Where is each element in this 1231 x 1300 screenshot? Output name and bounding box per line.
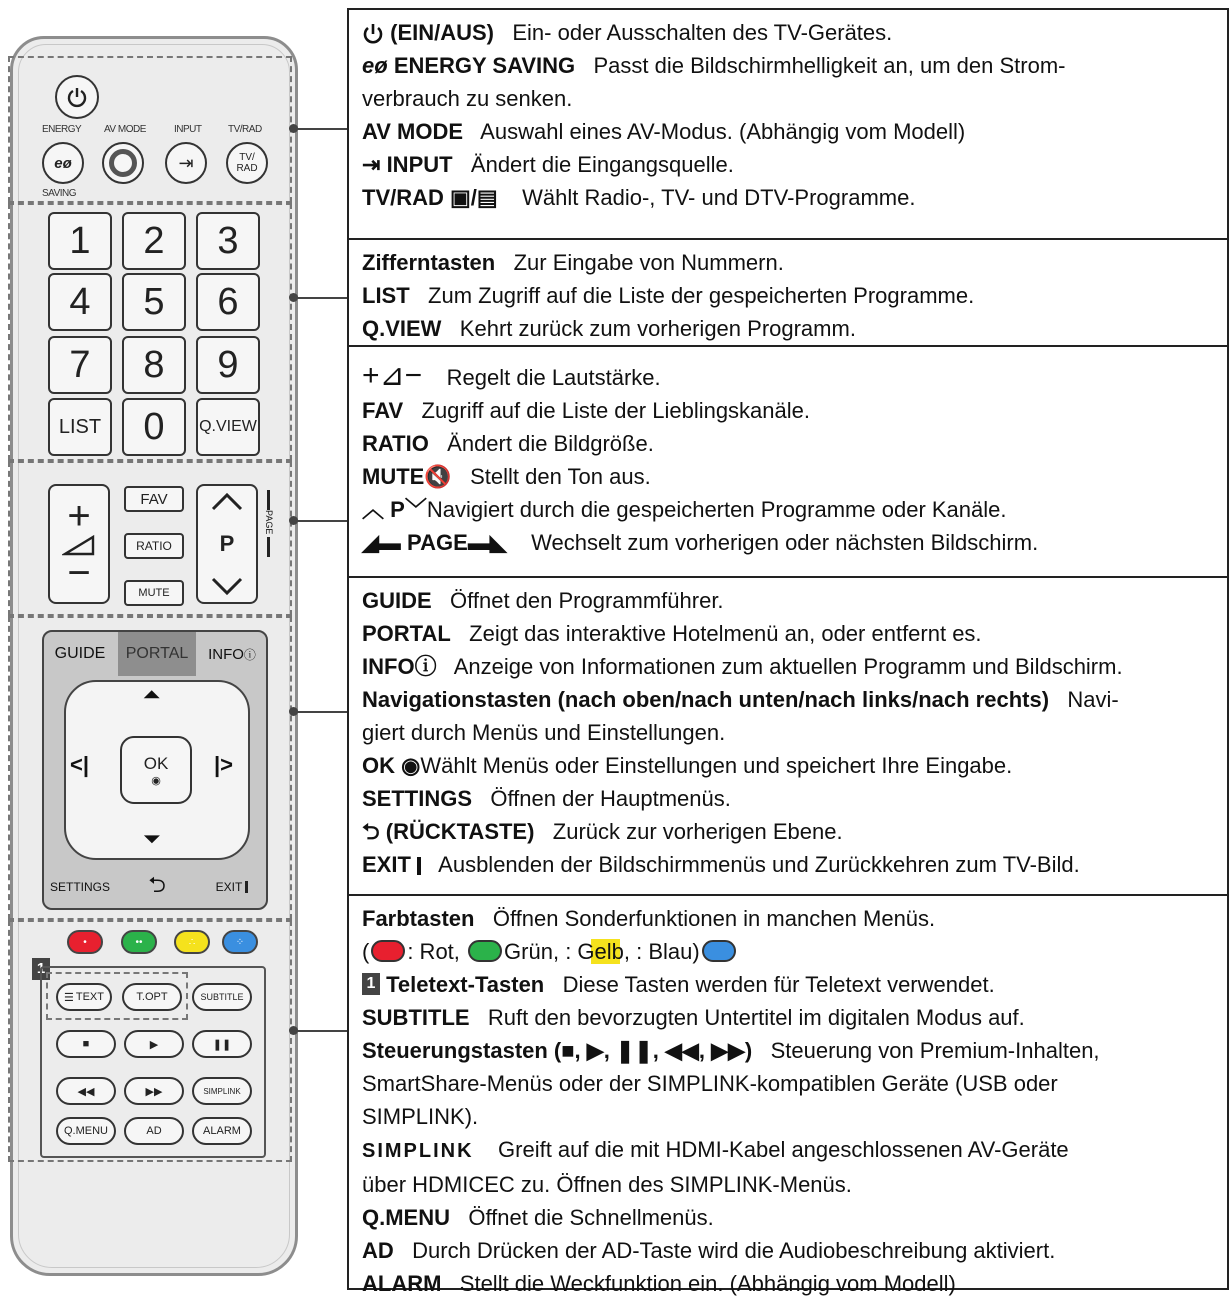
page-left-icon: ◢▬: [362, 530, 401, 555]
desc-qmenu-key: Q.MENU: [362, 1205, 450, 1230]
input-label: INPUT: [174, 124, 202, 135]
desc-pnav: [362, 493, 1215, 526]
program-up-icon: [210, 492, 244, 512]
desc-back: [362, 815, 1215, 848]
desc-pnav-text: Navigiert durch die gespeicherten Programme oder Kanäle.: [426, 497, 1007, 522]
mute-label: MUTE: [138, 587, 170, 599]
ok-label: OK: [143, 753, 169, 773]
desc-farb-rot: : Rot,: [407, 939, 460, 964]
num-key-6[interactable]: 6: [196, 273, 260, 331]
num-key-7[interactable]: 7: [48, 336, 112, 394]
desc-ok-text: Wählt Menüs oder Einstellungen und speichert Ihre Eingabe.: [420, 753, 1013, 778]
desc-ok: [362, 749, 1215, 782]
num-key-3[interactable]: 3: [196, 212, 260, 270]
input-button[interactable]: [165, 142, 207, 184]
desc-steuer: [362, 1034, 1215, 1067]
desc-energy-text: Passt die Bildschirmhelligkeit an, um den Strom-: [593, 53, 1066, 78]
nav-left-icon[interactable]: <|: [70, 752, 90, 777]
desc-simplink-cont: über HDMICEC zu. Öffnen des SIMPLINK-Menüs.: [362, 1172, 852, 1197]
desc-steuer-cont: SmartShare-Menüs oder der SIMPLINK-kompatiblen Geräte (USB oder: [362, 1071, 1058, 1096]
energy-label: ENERGY: [42, 124, 82, 135]
page-side-label: [263, 490, 273, 600]
desc-teletext-text: Diese Tasten werden für Teletext verwendet.: [562, 972, 995, 997]
desc-farb-gelb: : Gelb,: [565, 939, 630, 964]
desc-page-text: Wechselt zum vorherigen oder nächsten Bildschirm.: [531, 530, 1039, 555]
desc-ad-text: Durch Drücken der AD-Taste wird die Audiobeschreibung aktiviert.: [412, 1238, 1056, 1263]
desc-info-key: INFO: [362, 654, 415, 679]
desc-qview: [362, 312, 1215, 345]
desc-subtitle-text: Ruft den bevorzugten Untertitel im digitalen Modus auf.: [487, 1005, 1025, 1030]
description-panel: [347, 8, 1229, 1296]
mute-button[interactable]: [124, 580, 184, 606]
desc-ziffern-key: Zifferntasten: [362, 250, 496, 275]
num-key-8[interactable]: 8: [122, 336, 186, 394]
desc-mute: [362, 460, 1215, 493]
desc-settings: [362, 782, 1215, 815]
desc-power: [362, 16, 1215, 49]
settings-button[interactable]: SETTINGS: [49, 880, 110, 894]
desc-exit-text: Ausblenden der Bildschirmmenüs und Zurückkehren zum TV-Bild.: [438, 852, 1080, 877]
simplink-button[interactable]: SIMPLINK: [192, 1077, 252, 1105]
desc-portal-text: Zeigt das interaktive Hotelmenü an, oder entfernt es.: [469, 621, 982, 646]
ok-button[interactable]: [120, 736, 192, 804]
yellow-dots-icon: ∴: [188, 936, 196, 948]
pause-button[interactable]: [192, 1030, 252, 1058]
desc-energy-cont: verbrauch zu senken.: [362, 86, 573, 111]
desc-fav: [362, 394, 1215, 427]
exit-icon: [245, 881, 248, 893]
alarm-button[interactable]: ALARM: [192, 1117, 252, 1145]
num-key-9[interactable]: 9: [196, 336, 260, 394]
input-icon: ⇥: [178, 152, 194, 173]
desc-power-key: (EIN/AUS): [390, 20, 495, 45]
page-right-icon: ▬◣: [467, 530, 507, 555]
av-mode-button[interactable]: [102, 142, 144, 184]
rewind-button[interactable]: [56, 1077, 116, 1105]
desc-fav-text: Zugriff auf die Liste der Lieblingskanäle.: [421, 398, 811, 423]
desc-fav-key: FAV: [362, 398, 404, 423]
desc-portal: [362, 617, 1215, 650]
num-key-5[interactable]: 5: [122, 273, 186, 331]
desc-ok-key: OK: [362, 753, 395, 778]
desc-info-text: Anzeige von Informationen zum aktuellen Programm und Bildschirm.: [453, 654, 1123, 679]
desc-guide: [362, 584, 1215, 617]
page-down-mark: [267, 537, 270, 557]
volume-rocker[interactable]: [48, 484, 110, 604]
exit-icon: [417, 857, 421, 875]
connector-line-2: [294, 297, 347, 299]
energy-saving-icon: eø: [54, 154, 72, 172]
desc-mute-key: MUTE: [362, 464, 425, 489]
red-dot-icon: •: [83, 936, 87, 948]
desc-farb-line: [362, 935, 1215, 968]
desc-box-navigation: [349, 578, 1227, 896]
desc-volume-key: +⊿−: [362, 359, 423, 392]
power-icon: [65, 85, 89, 109]
ad-button[interactable]: AD: [124, 1117, 184, 1145]
desc-guide-key: GUIDE: [362, 588, 432, 613]
desc-settings-key: SETTINGS: [362, 786, 473, 811]
desc-qview-key: Q.VIEW: [362, 316, 442, 341]
desc-box-volume: [349, 347, 1227, 578]
desc-qmenu-text: Öffnet die Schnellmenüs.: [468, 1205, 714, 1230]
desc-ratio: [362, 427, 1215, 460]
mute-icon: 🔇: [424, 464, 452, 489]
desc-input-text: Ändert die Eingangsquelle.: [470, 152, 734, 177]
tv-rad-icon: TV/ RAD: [236, 152, 258, 174]
avmode-label: AV MODE: [104, 124, 146, 135]
desc-farb-text: Öffnen Sonderfunktionen in manchen Menüs.: [492, 906, 936, 931]
desc-list-key: LIST: [362, 283, 410, 308]
desc-ziffern-text: Zur Eingabe von Nummern.: [513, 250, 784, 275]
teletext-badge: 1: [362, 973, 380, 995]
page-up-mark: [267, 490, 270, 510]
power-icon: [362, 22, 384, 46]
energy-saving-icon: eø: [362, 53, 388, 78]
info-button[interactable]: [198, 632, 266, 676]
desc-nav-key: Navigationstasten (nach oben/nach unten/nach links/nach rechts): [362, 687, 1050, 712]
page-label: PAGE: [264, 510, 274, 535]
program-label: P: [219, 531, 235, 556]
desc-list-text: Zum Zugriff auf die Liste der gespeicherten Programme.: [428, 283, 975, 308]
connector-line-4: [294, 711, 347, 713]
desc-qmenu: [362, 1201, 1215, 1234]
desc-alarm: [362, 1267, 1215, 1300]
desc-energy: [362, 49, 1215, 82]
desc-farb-open: (: [362, 939, 370, 964]
ok-icon: ◉: [151, 774, 161, 787]
desc-ad: [362, 1234, 1215, 1267]
desc-page: [362, 526, 1215, 559]
num-key-1[interactable]: 1: [48, 212, 112, 270]
desc-input: [362, 148, 1215, 181]
desc-exit: [362, 848, 1215, 881]
desc-box-power: [349, 10, 1227, 240]
desc-alarm-key: ALARM: [362, 1271, 442, 1296]
nav-right-icon[interactable]: |>: [214, 752, 234, 777]
desc-simplink: [362, 1133, 1215, 1168]
connector-line-5: [294, 1030, 347, 1032]
fast-forward-icon: ▶▶: [145, 1085, 163, 1098]
desc-energy-key: ENERGY SAVING: [393, 53, 576, 78]
av-mode-icon: [109, 149, 137, 177]
num-key-0[interactable]: 0: [122, 398, 186, 456]
desc-box-color: [349, 896, 1227, 1296]
text-button[interactable]: [56, 983, 112, 1011]
green-badge-icon: [468, 940, 502, 962]
text-icon: ☰: [64, 991, 74, 1004]
power-button[interactable]: [55, 75, 99, 119]
desc-farb-key: Farbtasten: [362, 906, 475, 931]
topt-button[interactable]: T.OPT: [122, 983, 182, 1011]
ratio-button[interactable]: RATIO: [124, 533, 184, 559]
desc-subtitle: [362, 1001, 1215, 1034]
tv-rad-button[interactable]: [226, 142, 268, 184]
stop-button[interactable]: [56, 1030, 116, 1058]
back-button[interactable]: [118, 866, 196, 908]
fav-button[interactable]: FAV: [124, 486, 184, 512]
desc-power-text: Ein- oder Ausschalten des TV-Gerätes.: [512, 20, 893, 45]
rewind-icon: ◀◀: [77, 1085, 95, 1098]
qmenu-button[interactable]: Q.MENU: [56, 1117, 116, 1145]
chevron-up-icon: ︿: [362, 497, 385, 522]
desc-ratio-text: Ändert die Bildgröße.: [447, 431, 654, 456]
desc-ad-key: AD: [362, 1238, 394, 1263]
qview-button[interactable]: Q.VIEW: [196, 398, 260, 456]
desc-volume-text: Regelt die Lautstärke.: [446, 365, 661, 390]
desc-portal-key: PORTAL: [362, 621, 451, 646]
desc-tvrad-text: Wählt Radio-, TV- und DTV-Programme.: [522, 185, 916, 210]
input-icon: ⇥: [362, 152, 381, 177]
back-icon: ⮌: [148, 872, 166, 897]
back-icon: ⮌: [362, 819, 380, 844]
red-button[interactable]: [67, 930, 103, 954]
desc-box-numbers: [349, 240, 1227, 347]
desc-input-key: INPUT: [386, 152, 453, 177]
volume-down-icon: −: [67, 551, 91, 595]
desc-tvrad: [362, 181, 1215, 214]
desc-page-key: PAGE: [407, 530, 468, 555]
desc-avmode-text: Auswahl eines AV-Modus. (Abhängig vom Modell): [480, 119, 966, 144]
chevron-down-icon: ﹀: [404, 497, 427, 522]
desc-steuer-text: Steuerung von Premium-Inhalten,: [770, 1038, 1100, 1063]
desc-volume: [362, 359, 1215, 394]
desc-exit-key: EXIT: [362, 852, 411, 877]
yellow-button[interactable]: [174, 930, 210, 954]
stop-icon: ■: [82, 1038, 90, 1050]
desc-back-key: (RÜCKTASTE): [385, 819, 535, 844]
green-dots-icon: ••: [135, 936, 143, 948]
desc-pnav-key: P: [390, 497, 405, 522]
desc-list: [362, 279, 1215, 312]
pause-icon: ❚❚: [212, 1038, 232, 1051]
desc-teletext: [362, 968, 1215, 1001]
desc-nav-cont: giert durch Menüs und Einstellungen.: [362, 720, 726, 745]
energy-saving-button[interactable]: [42, 142, 84, 184]
red-badge-icon: [371, 940, 405, 962]
simplink-logo: SIMPLINK: [362, 1140, 474, 1162]
connector-line-3: [294, 520, 347, 522]
desc-guide-text: Öffnet den Programmführer.: [450, 588, 724, 613]
program-rocker[interactable]: [196, 484, 258, 604]
nav-down-icon[interactable]: ⏷: [143, 826, 161, 851]
num-key-2[interactable]: 2: [122, 212, 186, 270]
fast-forward-button[interactable]: [124, 1077, 184, 1105]
desc-back-text: Zurück zur vorherigen Ebene.: [552, 819, 843, 844]
exit-button[interactable]: [198, 866, 266, 908]
nav-up-icon[interactable]: ⏶: [143, 682, 161, 707]
desc-simplink-text: Greift auf die mit HDMI-Kabel angeschlossenen AV-Geräte: [498, 1137, 1069, 1162]
desc-teletext-key: Teletext-Tasten: [386, 972, 545, 997]
portal-button[interactable]: PORTAL: [118, 632, 196, 676]
desc-avmode: [362, 115, 1215, 148]
desc-info: [362, 650, 1215, 683]
exit-label: EXIT: [215, 880, 243, 894]
desc-mute-text: Stellt den Ton aus.: [470, 464, 651, 489]
text-label: TEXT: [75, 991, 104, 1003]
play-button[interactable]: [124, 1030, 184, 1058]
tvrad-label: TV/RAD: [228, 124, 262, 135]
info-label: INFO: [208, 645, 244, 663]
desc-farb: [362, 902, 1215, 935]
blue-dots-icon: ⁘: [235, 936, 245, 948]
desc-settings-text: Öffnen der Hauptmenüs.: [490, 786, 731, 811]
desc-ratio-key: RATIO: [362, 431, 429, 456]
desc-subtitle-key: SUBTITLE: [362, 1005, 470, 1030]
blue-badge-icon: [702, 940, 736, 962]
desc-nav-text: Navi-: [1067, 687, 1119, 712]
desc-avmode-key: AV MODE: [362, 119, 464, 144]
desc-steuer-key: Steuerungstasten (■, ▶, ❚❚, ◀◀, ▶▶): [362, 1038, 753, 1063]
guide-button[interactable]: GUIDE: [54, 645, 106, 662]
connector-line-1: [294, 128, 347, 130]
tv-radio-icon: ▣/▤: [450, 185, 498, 210]
list-button[interactable]: LIST: [48, 398, 112, 456]
saving-label: SAVING: [42, 188, 77, 199]
desc-farb-blau: : Blau): [636, 939, 700, 964]
subtitle-button[interactable]: SUBTITLE: [192, 983, 252, 1011]
program-down-icon: [210, 576, 244, 596]
blue-button[interactable]: [222, 930, 258, 954]
desc-nav: [362, 683, 1215, 716]
info-icon: ⓘ: [243, 647, 256, 662]
desc-steuer-cont2: SIMPLINK).: [362, 1104, 479, 1129]
desc-farb-gruen: Grün,: [504, 939, 560, 964]
info-icon: ⓘ: [414, 654, 437, 679]
desc-alarm-text: Stellt die Weckfunktion ein. (Abhängig vom Modell): [459, 1271, 956, 1296]
volume-up-icon: +: [67, 494, 91, 538]
num-key-4[interactable]: 4: [48, 273, 112, 331]
green-button[interactable]: [121, 930, 157, 954]
desc-tvrad-key: TV/RAD: [362, 185, 444, 210]
desc-ziffern: [362, 246, 1215, 279]
play-icon: ▶: [149, 1038, 159, 1051]
desc-qview-text: Kehrt zurück zum vorherigen Programm.: [459, 316, 856, 341]
ok-icon: ◉: [401, 753, 421, 778]
teletext-badge: 1: [32, 958, 50, 980]
